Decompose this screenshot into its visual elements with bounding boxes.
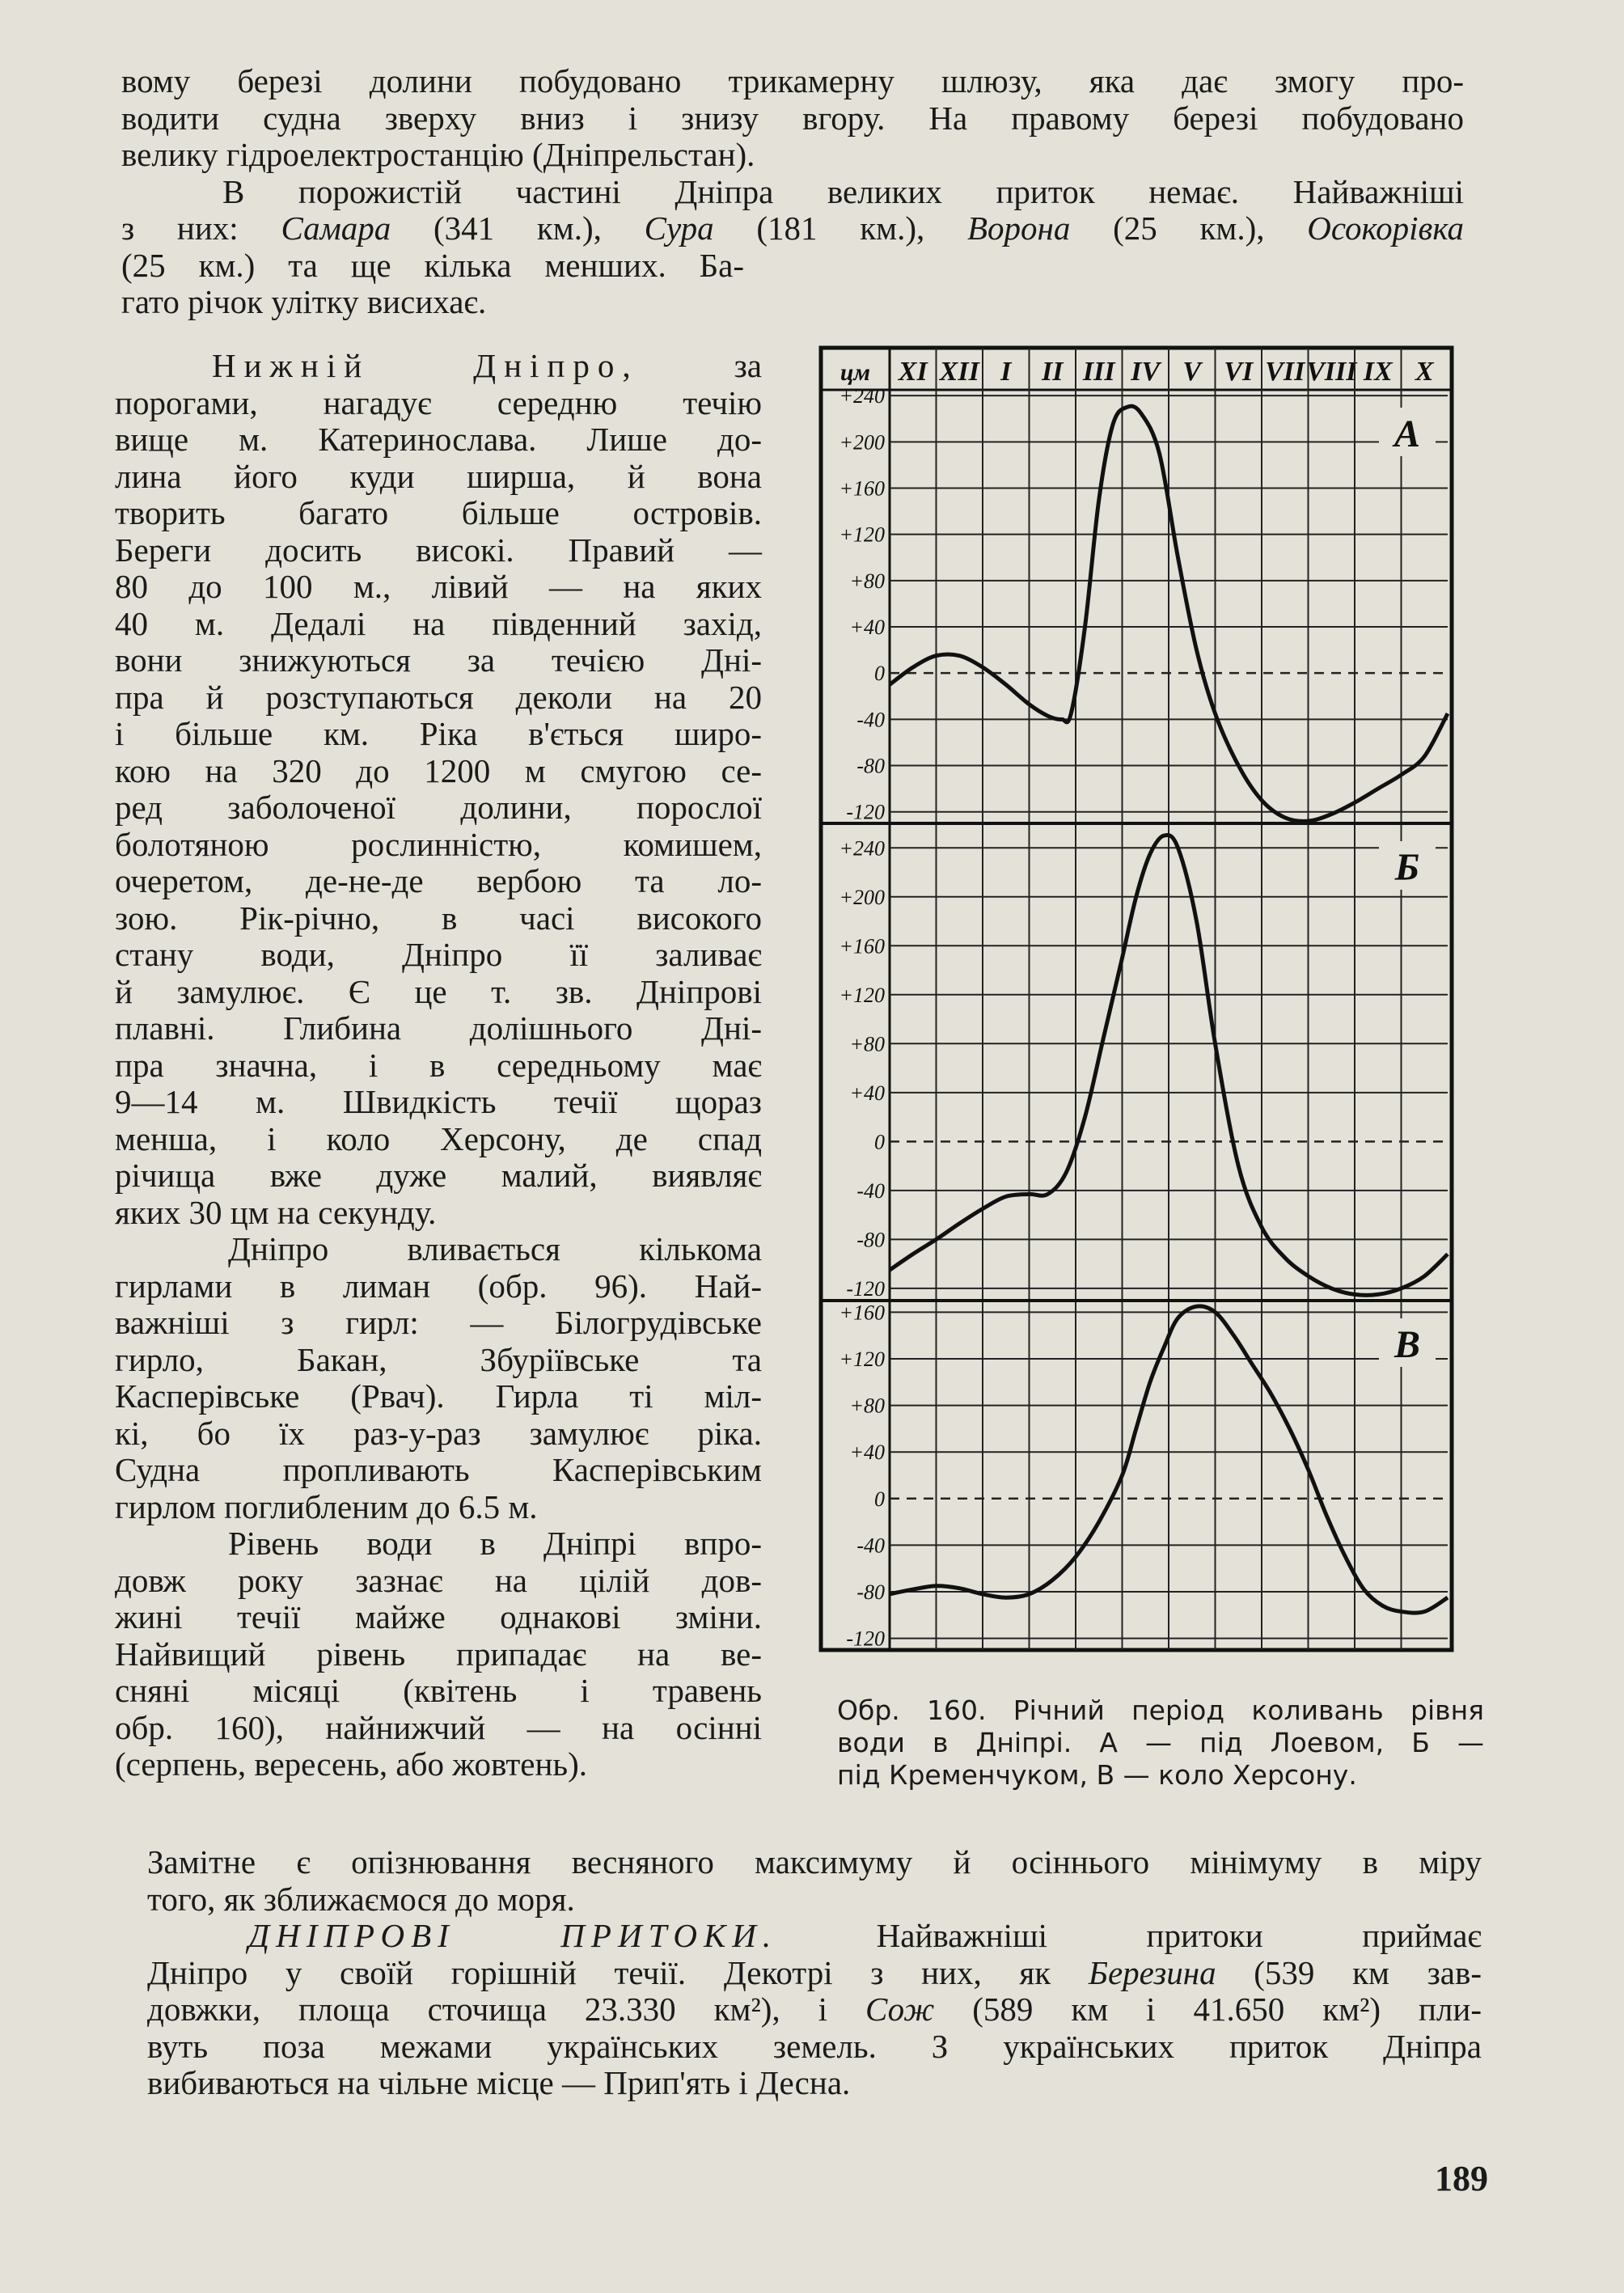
text-line: очеретом, де-не-де вербою та ло- <box>115 862 762 899</box>
river-name: Самара <box>281 209 391 247</box>
text-line: водити судна зверху вниз і знизу вгору. На правому березі побудовано <box>121 99 1464 137</box>
river-name: Сура <box>644 209 714 247</box>
month-tick-label: VIII <box>1306 357 1357 387</box>
text-line: (25 км.) та ще кілька менших. Ба- <box>121 246 744 284</box>
text-line: Дніпро вливається кількома <box>228 1230 762 1267</box>
month-tick-label: V <box>1182 357 1202 387</box>
level-tick-label: +160 <box>839 1301 885 1325</box>
text-line: плавні. Глибина долішнього Дні- <box>115 1009 762 1047</box>
text-line <box>147 1991 1482 2029</box>
section-subheading: Нижній Дніпро, <box>212 347 639 384</box>
text-span: (589 км і 41.650 км²) пли- <box>934 1991 1482 2028</box>
text-line <box>147 1955 1482 1992</box>
text-line: річища вже дуже малий, виявляє <box>115 1157 762 1194</box>
text-line: Береги досить високі. Правий — <box>115 531 762 569</box>
level-tick-label: -120 <box>846 1627 885 1651</box>
text-line: важніші з гирл: — Білогрудівське <box>115 1304 762 1341</box>
level-tick-label: +200 <box>839 430 885 455</box>
level-tick-label: +120 <box>839 522 885 547</box>
unit-label: цм <box>839 359 871 386</box>
text-span: за <box>734 347 762 384</box>
text-span: з них: <box>121 209 281 247</box>
level-tick-label: +40 <box>849 616 885 640</box>
month-tick-label: IV <box>1131 357 1161 387</box>
text-span: (25 км.), <box>1070 209 1308 247</box>
month-tick-label: X <box>1415 357 1434 387</box>
water-level-chart <box>813 340 1460 1658</box>
month-tick-label: IX <box>1363 357 1393 387</box>
section-heading: ДНІПРОВІ ПРИТОКИ. <box>248 1917 778 1954</box>
top-paragraph <box>121 63 1464 321</box>
text-span: Найважніші притоки приймає <box>777 1917 1482 1954</box>
text-line: Замітне є опізнювання весняного максимуму й осіннього мінімуму в міру <box>147 1843 1482 1881</box>
level-tick-label: 0 <box>874 1130 885 1154</box>
text-line <box>147 1918 1482 1955</box>
text-line <box>115 348 762 385</box>
text-span: (539 км зав- <box>1216 1953 1482 1991</box>
text-line: вони знижуються за течією Дні- <box>115 641 762 679</box>
level-tick-label: -40 <box>856 1534 885 1558</box>
text-span: довжки, площа сточища 23.330 км²), і <box>147 1991 865 2028</box>
level-tick-label: +40 <box>849 1081 885 1105</box>
month-tick-label: III <box>1082 357 1115 387</box>
level-tick-label: +160 <box>839 934 885 958</box>
text-line: вище м. Катеринослава. Лише до- <box>115 421 762 458</box>
left-column-text <box>115 348 762 1783</box>
river-name: Березина <box>1088 1953 1216 1991</box>
text-line: менша, і коло Херсону, де спад <box>115 1119 762 1157</box>
text-line: 9—14 м. Швидкість течії щораз <box>115 1083 762 1120</box>
text-line: вуть поза межами українських земель. З українських приток Дніпра <box>147 2027 1482 2065</box>
level-tick-label: -120 <box>846 1276 885 1301</box>
page-number: 189 <box>1435 2159 1488 2198</box>
level-tick-label: +240 <box>839 384 885 408</box>
text-line: сняні місяці (квітень і травень <box>115 1672 762 1709</box>
text-line: (серпень, вересень, або жовтень). <box>115 1745 588 1783</box>
text-line: болотяною рослинністю, комишем, <box>115 825 762 863</box>
text-line: 80 до 100 м., лівий — на яких <box>115 568 762 605</box>
text-span: (341 км.), <box>391 209 645 247</box>
text-line: довж року зазнає на цілій дов- <box>115 1561 762 1599</box>
month-tick-label: VI <box>1224 357 1254 387</box>
text-line: яких 30 цм на секунду. <box>115 1193 437 1231</box>
level-tick-label: -80 <box>856 1580 885 1604</box>
caption-line: води в Дніпрі. А — під Лоевом, Б — <box>837 1727 1484 1758</box>
river-name: Осокорівка <box>1307 209 1465 247</box>
level-tick-label: +160 <box>839 476 885 501</box>
level-tick-label: +80 <box>849 1032 885 1056</box>
text-line: пра й розступаються деколи на 20 <box>115 678 762 716</box>
level-tick-label: -40 <box>856 708 885 732</box>
level-tick-label: -120 <box>846 800 885 824</box>
text-line: В порожистій частині Дніпра великих приток немає. Найважніші <box>222 172 1464 210</box>
text-line: стану води, Дніпро її заливає <box>115 936 762 973</box>
text-line: лина його куди ширша, й вона <box>115 457 762 495</box>
text-line: порогами, нагадує середню течію <box>115 383 762 421</box>
level-tick-label: -80 <box>856 754 885 778</box>
month-tick-label: XII <box>939 357 979 387</box>
text-line: гирло, Бакан, Збуріївське та <box>115 1340 762 1378</box>
level-tick-label: +80 <box>849 1394 885 1418</box>
figure-caption <box>837 1694 1484 1792</box>
level-tick-label: +120 <box>839 1347 885 1371</box>
text-line: й замулює. Є це т. зв. Дніпрові <box>115 972 762 1010</box>
text-line: Рівень води в Дніпрі впро- <box>228 1525 762 1562</box>
text-line: кою на 320 до 1200 м смугою се- <box>115 751 762 789</box>
text-line: Касперівське (Рвач). Гирла ті міл- <box>115 1377 762 1415</box>
level-tick-label: 0 <box>874 662 885 686</box>
month-tick-label: II <box>1042 357 1064 387</box>
level-tick-label: +240 <box>839 836 885 861</box>
level-tick-label: +120 <box>839 983 885 1007</box>
text-line: творить багато більше островів. <box>115 494 762 531</box>
text-span: (181 км.), <box>713 209 967 247</box>
text-line: і більше км. Ріка в'ється широ- <box>115 715 762 752</box>
caption-line: Обр. 160. Річний період коливань рівня <box>837 1694 1484 1726</box>
level-tick-label: -40 <box>856 1178 885 1203</box>
panel-label: В <box>1394 1323 1421 1366</box>
month-tick-label: I <box>1000 357 1012 387</box>
text-line: зою. Рік-річно, в часі високого <box>115 899 762 937</box>
panel-label: Б <box>1394 846 1420 889</box>
level-tick-label: +40 <box>849 1441 885 1465</box>
text-line: жині течії майже однакові зміни. <box>115 1598 762 1635</box>
month-tick-label: XI <box>898 357 928 387</box>
text-line: Судна пропливають Касперівським <box>115 1451 762 1488</box>
text-line: кі, бо їх раз-у-раз замулює ріка. <box>115 1414 762 1452</box>
text-line: Найвищий рівень припадає на ве- <box>115 1635 762 1673</box>
level-tick-label: +200 <box>839 885 885 909</box>
text-span: Дніпро у своїй горішній течії. Декотрі з них, як <box>147 1953 1089 1991</box>
text-line: обр. 160), найнижчий — на осінні <box>115 1708 762 1746</box>
text-line: гирлами в лиман (обр. 96). Най- <box>115 1267 762 1305</box>
text-line: вибиваються на чільне місце — Прип'ять і Десна. <box>147 2064 851 2101</box>
river-name: Ворона <box>967 209 1071 247</box>
text-line: гирлом поглибленим до 6.5 м. <box>115 1487 538 1525</box>
level-tick-label: -80 <box>856 1228 885 1252</box>
text-line: велику гідроелектростанцію (Дніпрельстан). <box>121 136 755 173</box>
river-name: Сож <box>865 1991 935 2028</box>
text-line: гато річок улітку висихає. <box>121 283 487 320</box>
chart-frame <box>821 348 1452 1650</box>
month-tick-label: VII <box>1265 357 1305 387</box>
text-line <box>121 210 1464 247</box>
bottom-paragraph <box>147 1844 1482 2102</box>
caption-line: під Кременчуком, В — коло Херсону. <box>837 1759 1357 1791</box>
text-line: вому березі долини побудовано трикамерну шлюзу, яка дає змогу про- <box>121 62 1464 99</box>
text-line: того, як зближаємося до моря. <box>147 1880 575 1918</box>
text-line: ред заболоченої долини, порослої <box>115 789 762 826</box>
level-tick-label: 0 <box>874 1487 885 1511</box>
text-line: 40 м. Дедалі на південний захід, <box>115 604 762 642</box>
panel-label: А <box>1394 412 1421 455</box>
text-line: пра значна, і в середньому має <box>115 1046 762 1084</box>
level-tick-label: +80 <box>849 569 885 593</box>
